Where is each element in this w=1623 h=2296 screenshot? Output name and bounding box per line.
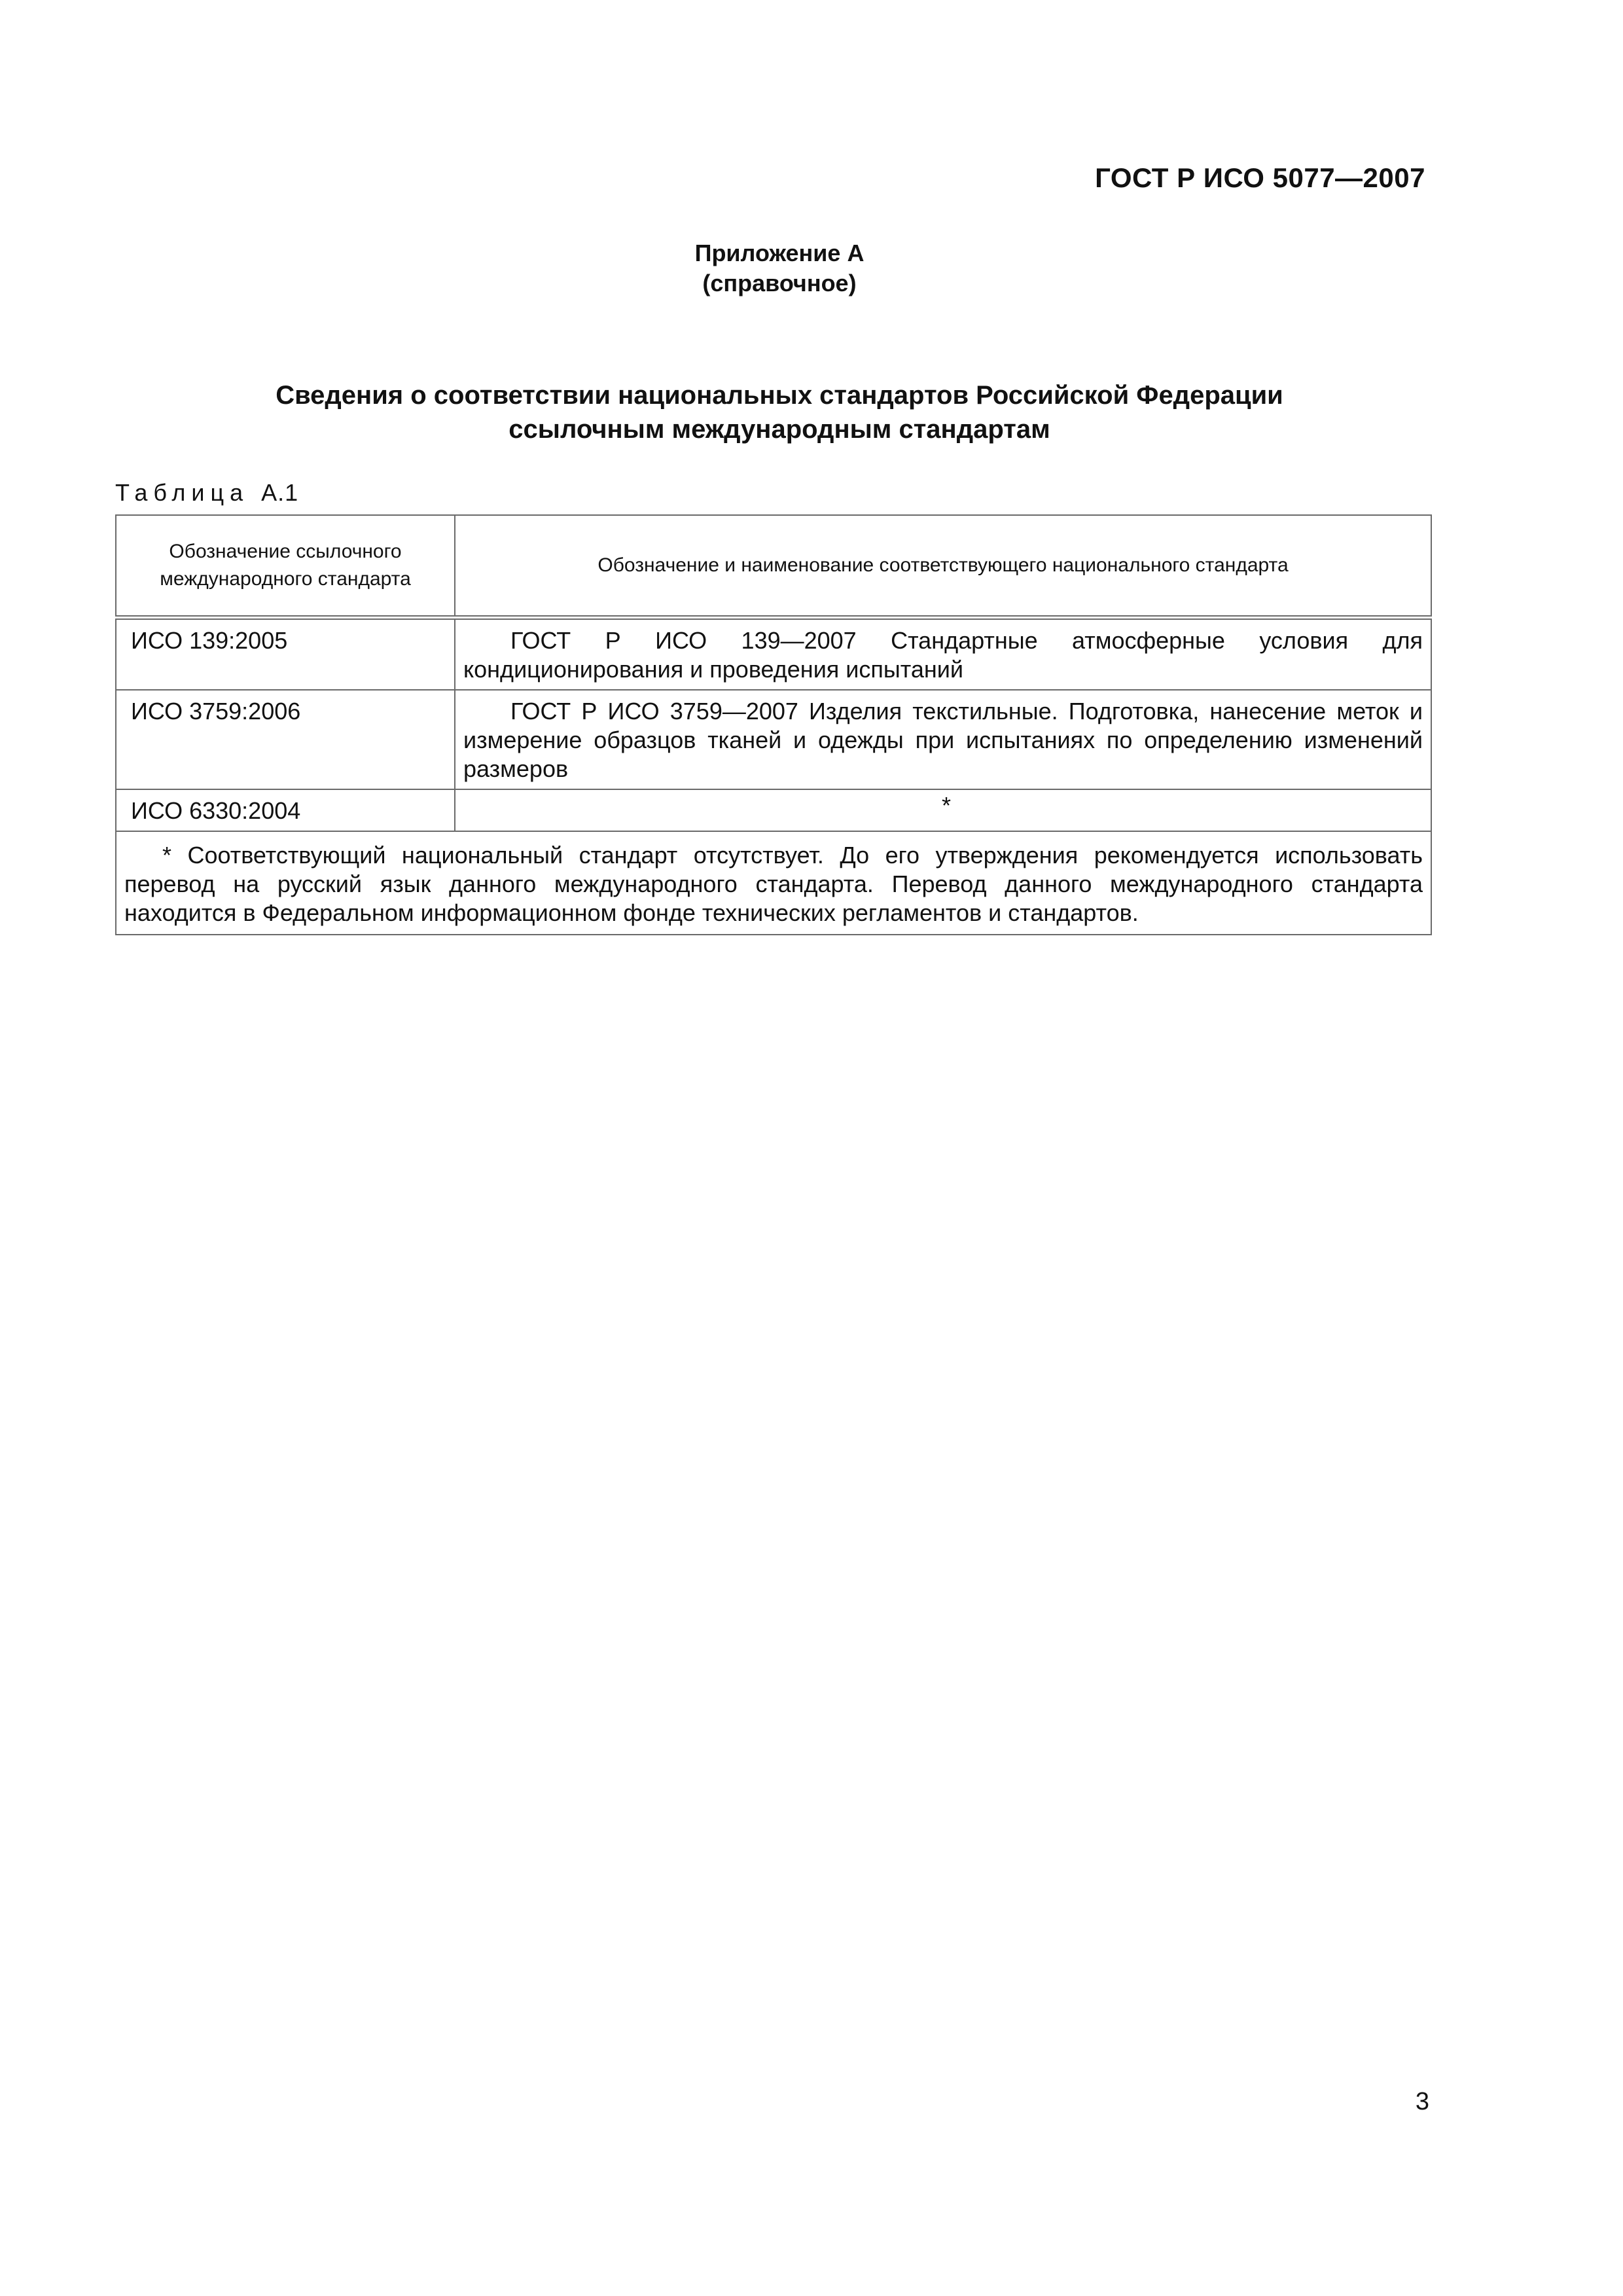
table-row	[116, 789, 1431, 831]
header-national-standard: Обозначение и наименование соответствующего национального стандарта	[455, 515, 1431, 618]
national-standard-text: ГОСТ Р ИСО 139—2007 Стандартные атмосферные условия для кондиционирования и проведения испытаний	[463, 627, 1423, 683]
appendix-title: Приложение А	[694, 240, 865, 266]
national-standard-cell	[455, 690, 1431, 789]
document-code: ГОСТ Р ИСО 5077—2007	[1095, 162, 1425, 193]
table-row	[116, 618, 1431, 691]
national-standard-text: ГОСТ Р ИСО 3759—2007 Изделия текстильные. Подготовка, нанесение меток и измерение образцов тканей и одежды при испытаниях по определению изменений размеров	[463, 698, 1423, 782]
international-standard-cell: ИСО 139:2005	[116, 618, 455, 691]
table-row	[116, 690, 1431, 789]
section-title-line2: ссылочным международным стандартам	[508, 415, 1050, 444]
appendix-type: (справочное)	[702, 270, 857, 296]
header-international-standard: Обозначение ссылочного международного стандарта	[116, 515, 455, 618]
international-standard-cell: ИСО 6330:2004	[116, 789, 455, 831]
appendix-heading	[0, 238, 1559, 298]
page-number: 3	[1415, 2088, 1429, 2115]
table-caption-number: А.1	[261, 479, 299, 506]
section-title-line1: Сведения о соответствии национальных стандартов Российской Федерации	[276, 381, 1283, 410]
table-footnote	[116, 831, 1431, 935]
table-caption-word: Таблица	[115, 479, 249, 506]
table-footnote-row	[116, 831, 1431, 935]
table-caption	[115, 479, 298, 507]
international-standard-cell: ИСО 3759:2006	[116, 690, 455, 789]
footnote-mark: *	[162, 842, 171, 869]
national-standard-cell	[455, 618, 1431, 691]
footnote-text: Соответствующий национальный стандарт отсутствует. До его утверждения рекомендуется использовать перевод на русский язык данного международного стандарта. Перевод данного международного стандарта находится в Федеральном информационном фонде технических регламентов и стандартов.	[124, 842, 1423, 926]
correspondence-table	[115, 514, 1432, 935]
table-header-row	[116, 515, 1431, 618]
section-title	[0, 378, 1559, 446]
national-standard-absent-mark: *	[455, 789, 1431, 831]
